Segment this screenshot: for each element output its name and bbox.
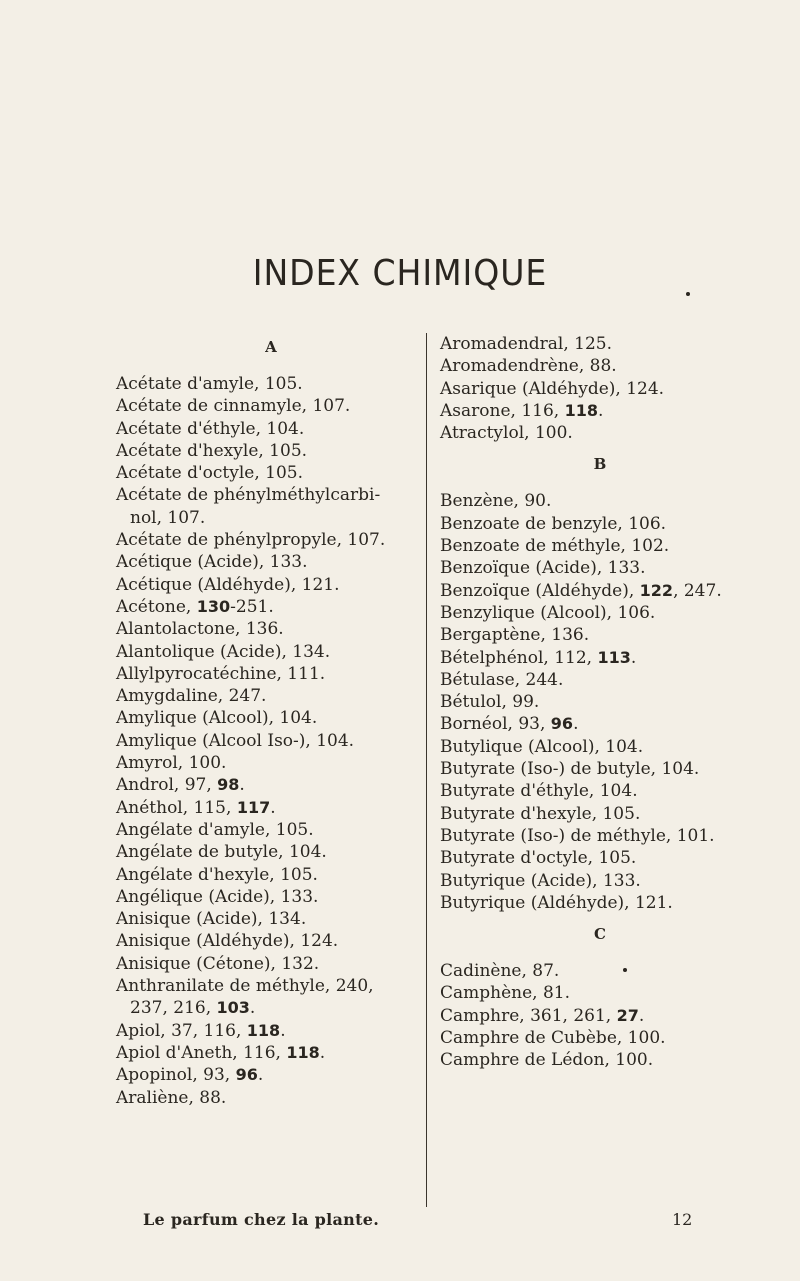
entry-text: Apiol d'Aneth, 116, xyxy=(116,1042,287,1063)
index-entry: Angélate d'hexyle, 105. xyxy=(116,864,318,885)
index-entry: Anisique (Cétone), 132. xyxy=(116,953,320,974)
index-entry: Benzoïque (Acide), 133. xyxy=(440,558,646,579)
entry-text: . xyxy=(280,1020,286,1041)
index-entry: Amylique (Alcool Iso-), 104. xyxy=(116,730,355,751)
main-page-reference: 96 xyxy=(235,1065,258,1085)
main-page-reference: 98 xyxy=(217,775,240,795)
entry-text: Bornéol, 93, xyxy=(440,714,551,735)
index-entry: Acétate de cinnamyle, 107. xyxy=(116,396,351,417)
entry-text: Bételphénol, 112, xyxy=(440,647,598,668)
entry-text: Benzoïque (Aldéhyde), xyxy=(440,580,640,601)
index-entry: Butyrate (Iso-) de butyle, 104. xyxy=(440,759,700,780)
section-letter-b: B xyxy=(593,455,607,474)
entry-text: , 247. xyxy=(673,580,722,601)
index-entry xyxy=(116,1042,426,1064)
index-entry: Cadinène, 87. xyxy=(440,961,560,982)
entry-text: . xyxy=(597,400,604,421)
section-letter-a: A xyxy=(265,338,277,356)
entry-text: Anéthol, 115, xyxy=(116,797,237,818)
index-entry xyxy=(116,596,426,618)
entry-text: -251. xyxy=(230,596,274,617)
index-entry: Acétique (Acide), 133. xyxy=(116,552,308,573)
entry-text: . xyxy=(638,1005,645,1026)
entry-text: Acétone, xyxy=(116,596,197,617)
entry-text: . xyxy=(239,775,245,796)
column-divider xyxy=(426,333,427,1207)
entry-text: 237, 216, xyxy=(130,998,217,1019)
main-page-reference: 27 xyxy=(616,1005,639,1025)
index-entry xyxy=(440,1005,760,1027)
main-page-reference: 117 xyxy=(236,797,271,817)
index-entry xyxy=(440,647,760,669)
main-page-reference: 103 xyxy=(216,998,250,1018)
main-page-reference: 113 xyxy=(597,647,631,667)
section-a-entries xyxy=(116,373,426,1109)
index-entry: Bergaptène, 136. xyxy=(440,625,590,646)
index-entry: Aromadendral, 125. xyxy=(440,334,613,354)
index-entry: Camphre de Lédon, 100. xyxy=(440,1050,654,1071)
index-entry: Benzylique (Alcool), 106. xyxy=(440,602,656,623)
index-entry: Bétulol, 99. xyxy=(440,692,540,713)
page-title: INDEX CHIMIQUE xyxy=(252,253,548,294)
index-entry: Angélique (Acide), 133. xyxy=(116,886,319,907)
index-entry xyxy=(440,580,760,602)
section-a-continued-entries xyxy=(440,333,760,444)
index-entry: Anthranilate de méthyle, 240, xyxy=(116,976,374,997)
index-entry: Acétate de phénylméthylcarbi- xyxy=(116,485,381,506)
entry-text: . xyxy=(630,647,637,668)
index-entry: Benzène, 90. xyxy=(440,491,552,512)
index-entry xyxy=(116,774,426,796)
index-entry: Amygdaline, 247. xyxy=(116,686,267,707)
index-entry: Acétate d'octyle, 105. xyxy=(116,463,304,484)
main-page-reference: 130 xyxy=(196,596,231,616)
section-c-entries xyxy=(440,960,760,1071)
index-entry: Butyrique (Aldéhyde), 121. xyxy=(440,892,673,913)
index-entry: Benzoate de méthyle, 102. xyxy=(440,536,670,557)
index-entry: Butyrate d'octyle, 105. xyxy=(440,848,637,869)
index-entry: Angélate de butyle, 104. xyxy=(116,842,327,863)
index-entry: Acétate de phénylpropyle, 107. xyxy=(116,530,386,551)
index-entry: Amylique (Alcool), 104. xyxy=(116,708,318,729)
index-entry: Angélate d'amyle, 105. xyxy=(116,819,314,840)
index-entry: Butyrate d'éthyle, 104. xyxy=(440,781,638,802)
main-page-reference: 96 xyxy=(550,714,574,734)
index-entry: Atractylol, 100. xyxy=(440,423,573,444)
index-entry: Aromadendrène, 88. xyxy=(440,356,617,377)
entry-text: Apopinol, 93, xyxy=(116,1065,236,1086)
stray-ink-mark xyxy=(623,968,627,972)
index-entry: Acétate d'amyle, 105. xyxy=(116,374,303,394)
entry-text: Apiol, 37, 116, xyxy=(116,1020,247,1041)
index-entry: Bétulase, 244. xyxy=(440,669,564,690)
entry-text: . xyxy=(270,797,276,818)
page-number: 12 xyxy=(672,1210,693,1229)
index-entry: Anisique (Aldéhyde), 124. xyxy=(116,931,339,952)
entry-text: Camphre, 361, 261, xyxy=(440,1005,617,1026)
right-column xyxy=(440,333,760,1072)
entry-text: . xyxy=(573,714,579,735)
entry-text: . xyxy=(249,998,256,1019)
index-entry: nol, 107. xyxy=(130,507,206,528)
index-entry: Alantolique (Acide), 134. xyxy=(116,641,331,662)
index-entry: Allylpyrocatéchine, 111. xyxy=(116,663,326,684)
index-entry: Butyrate d'hexyle, 105. xyxy=(440,803,641,824)
index-entry xyxy=(116,1020,426,1042)
index-entry: Acétate d'éthyle, 104. xyxy=(116,418,305,439)
index-entry: Acétique (Aldéhyde), 121. xyxy=(116,574,340,595)
index-entry xyxy=(440,400,760,422)
entry-text: Asarone, 116, xyxy=(440,400,565,421)
index-entry: Anisique (Acide), 134. xyxy=(116,909,307,930)
index-entry xyxy=(116,797,426,819)
index-entry: Araliène, 88. xyxy=(116,1087,227,1108)
left-column xyxy=(116,333,426,1109)
entry-text: . xyxy=(319,1042,326,1063)
index-entry xyxy=(116,1064,426,1086)
index-entry: Butylique (Alcool), 104. xyxy=(440,736,644,757)
index-entry: Amyrol, 100. xyxy=(116,753,227,774)
index-entry: Acétate d'hexyle, 105. xyxy=(116,440,308,461)
index-entry: Butyrate (Iso-) de méthyle, 101. xyxy=(440,825,715,846)
entry-text: Androl, 97, xyxy=(116,775,218,796)
index-entry xyxy=(116,997,426,1019)
index-entry: Benzoate de benzyle, 106. xyxy=(440,513,667,534)
index-entry: Alantolactone, 136. xyxy=(116,619,284,640)
main-page-reference: 118 xyxy=(564,400,598,420)
index-entry xyxy=(440,713,760,735)
title-dot-mark xyxy=(686,292,690,296)
index-entry: Camphène, 81. xyxy=(440,983,571,1004)
footer-source: Le parfum chez la plante. xyxy=(143,1210,380,1229)
main-page-reference: 118 xyxy=(286,1042,320,1062)
section-letter-c: C xyxy=(594,925,606,944)
entry-text: . xyxy=(257,1065,264,1086)
main-page-reference: 118 xyxy=(246,1020,281,1040)
section-b-entries xyxy=(440,490,760,914)
index-entry: Camphre de Cubèbe, 100. xyxy=(440,1028,666,1049)
main-page-reference: 122 xyxy=(639,580,674,600)
index-entry: Asarique (Aldéhyde), 124. xyxy=(440,378,665,399)
index-entry: Butyrique (Acide), 133. xyxy=(440,870,641,891)
